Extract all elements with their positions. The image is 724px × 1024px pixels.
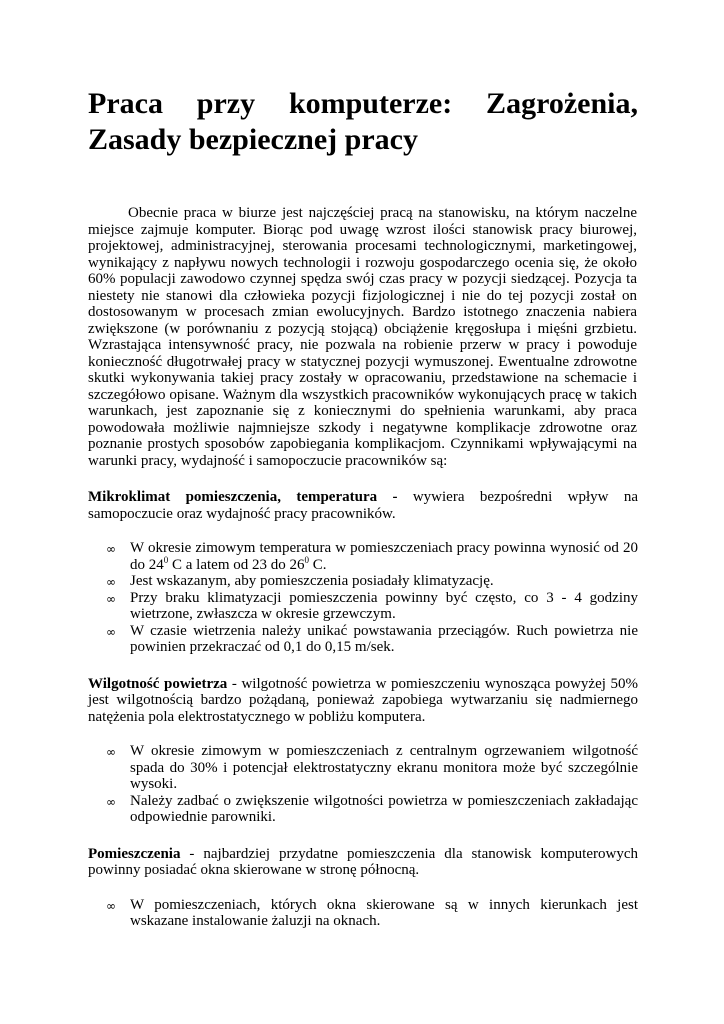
- infinity-bullet-icon: ∞: [106, 624, 116, 639]
- document-body: [88, 205, 638, 930]
- intro-paragraph: Obecnie praca w biurze jest najczęściej pracą na stanowisku, na którym naczelne miejsce zajmuje komputer. Biorąc pod uwagę wzrost ilości stanowisk pracy biurowej, projektowej, administracyjnej, sterowania procesami technologicznymi, marketingowej, wynikający z napływu nowych technologii i rozwoju gospodarczego ocenia się, że około 60% populacji zawodowo czynnej spędza swój czas pracy w pozycji siedzącej. Pozycja ta niestety nie stanowi dla człowieka pozycji fizjologicznej i nie do tej pozycji został on dostosowanym w procesach zmian ewolucyjnych. Bardzo istotnego znaczenia nabiera zwiększone (w porównaniu z pozycją stojącą) obciążenie kręgosłupa i mięśni grzbietu. Wzrastająca intensywność pracy, nie pozwala na robienie przerw w pracy i powoduje konieczność długotrwałej pracy w statycznej pozycji wymuszonej. Ewentualne zdrowotne skutki wykonywania takiej pracy zostały w opracowaniu, przedstawione na schemacie i szczegółowo opisane. Ważnym dla wszystkich pracowników wykonujących pracę w takich warunkach, jest zapoznanie się z koniecznymi do spełnienia warunkami, aby praca powodowała możliwie najmniejsze szkody i negatywne komplikacje zdrowotne oraz poznanie prostych sposobów zapobiegania komplikacjom. Czynnikami wpływającymi na warunki pracy, wydajność i samopoczucie pracowników są:: [88, 205, 637, 469]
- section-microclimate: [88, 489, 638, 522]
- list-item: ∞ Należy zadbać o zwiększenie wilgotności powietrza w pomieszczeniach zakładając odpowiednie parowniki.: [106, 792, 638, 825]
- list-item: ∞ Przy braku klimatyzacji pomieszczenia powinny być często, co 3 - 4 godziny wietrzone, zwłaszcza w okresie grzewczym.: [106, 589, 638, 622]
- bullet-list-humidity: [88, 743, 638, 826]
- section-heading: Wilgotność powietrza: [88, 675, 228, 692]
- section-text: - wilgotność powietrza w pomieszczeniu wynosząca powyżej 50% jest wilgotnością bardzo pożądaną, ponieważ zapobiega wytwarzaniu się nadmiernego natężenia pola elektrostatycznego w pobliżu komputera.: [88, 675, 638, 725]
- list-item: ∞ W okresie zimowym temperatura w pomieszczeniach pracy powinna wynosić od 20 do $24^0$ C a latem od 23 do $26^0$ C.: [106, 540, 638, 573]
- section-humidity: [88, 676, 638, 726]
- infinity-bullet-icon: ∞: [106, 542, 116, 556]
- page-title: [88, 86, 638, 158]
- section-text: wywiera bezpośredni wpływ na samopoczucie oraz wydajność pracy pracowników.: [88, 489, 638, 522]
- section-heading: Pomieszczenia: [88, 845, 181, 862]
- bullet-list-microclimate: [88, 540, 638, 656]
- infinity-bullet-icon: ∞: [106, 591, 116, 606]
- title-line-1: Praca przy komputerze: Zagrożenia,: [88, 87, 638, 120]
- infinity-bullet-icon: ∞: [106, 794, 116, 809]
- bullet-list-rooms: [88, 897, 638, 930]
- section-heading: Mikroklimat pomieszczenia, temperatura -: [88, 489, 413, 505]
- title-line-2: Zasady bezpiecznej pracy: [88, 123, 418, 156]
- list-item: ∞ Jest wskazanym, aby pomieszczenia posiadały klimatyzację.: [106, 573, 494, 589]
- list-item: ∞ W pomieszczeniach, których okna skierowane są w innych kierunkach jest wskazane instalowanie żaluzji na oknach.: [106, 896, 638, 929]
- section-text: - najbardziej przydatne pomieszczenia dla stanowisk komputerowych powinny posiadać okna skierowane w stronę północną.: [88, 845, 638, 878]
- list-item: ∞ W okresie zimowym w pomieszczeniach z centralnym ogrzewaniem wilgotność spada do 30% i potencjał elektrostatyczny ekranu monitora może być szczególnie wysoki.: [106, 743, 638, 792]
- list-item: ∞ W czasie wietrzenia należy unikać powstawania przeciągów. Ruch powietrza nie powinien przekraczać od 0,1 do 0,15 m/sek.: [106, 622, 638, 655]
- infinity-bullet-icon: ∞: [106, 575, 116, 589]
- infinity-bullet-icon: ∞: [106, 745, 116, 759]
- section-rooms: [88, 846, 638, 879]
- infinity-bullet-icon: ∞: [106, 898, 116, 913]
